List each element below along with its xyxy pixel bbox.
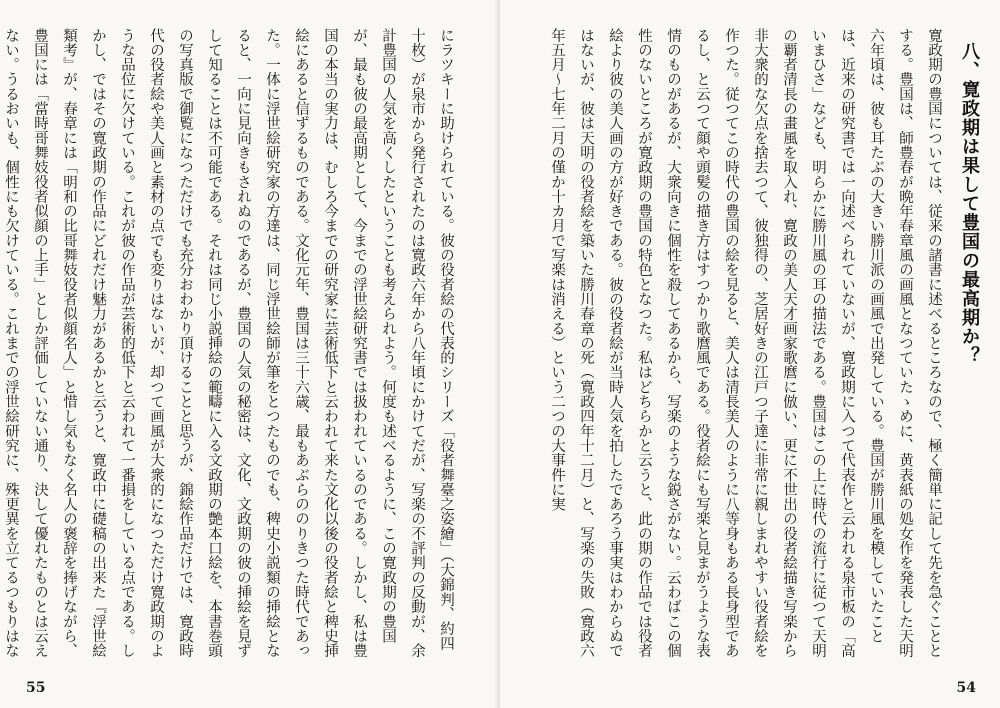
section-heading: 八、寛政期は果して豊国の最高期か？ (959, 42, 980, 365)
right-page (500, 0, 1000, 708)
left-page-body-text: にラツキーに助けられている。彼の役者絵の代表的シリーズ「役者舞臺之姿繪」（大錦判、約四十枚）が泉市から発行されたのは寛政六年から八年頃にかけてだが、写楽の不評判の反動が、余計豊国の人気を高くしたということも考えられよう。何度も述べるように、この寛政期の豊国が、最も彼の最高期として、今までの浮世絵研究書では扱われているのである。しかし、私は豊国の本当の実力は、むしろ今までの研究家に芸術低下と云われて来た文化以後の役者絵と稗史挿絵にあると信ずるものである。文化元年、豊国は三十六歳、最もあぶらののりきつた時代であった。一体に浮世絵研究家の方達は、同じ浮世絵師が筆をとつたものでも、稗史小説類の挿絵となると、一向に見向きもされぬのであるが、豊国の人気の秘密は、文化、文政期の彼の挿絵を見ずして知ることは不可能である。それは同じ小説挿絵の範疇に入る文政期の艶本口絵を、本書巻頭の写真版で御覧になつただけでも充分おわかり頂けることと思うが、錦絵作品だけでは、寛政時代の役者絵や美人画と素材の点でも変りはないが、却つて画風が大衆的になつただけ寛政期のような品位に欠けている。これが彼の作品が芸術的低下と云われて一番損をしている点である。しかし、ではその寛政期の作品にどれだけ魅力があるかと云うと、寛政中に礎稿の出来た『浮世絵類考』が、春章には「明和の比哥舞妓役者似顔名人」と惜し気もなく名人の褒辞を捧げながら、豊国には「當時哥舞妓役者似顔の上手」としか評価していない通り、決して優れたものとは云えない。うるおいも、個性にも欠けている。これまでの浮世絵研究に、殊更異を立てるつもりはな (3, 28, 454, 658)
right-page-body-text: 寛政期の豊国については、従来の諸書に述べるところなので、極く簡単に記して先を急ぐこととする。豊国は、師豊春が晩年春章風の画風となつていたゝめに、黄表紙の処女作を発表した天明六年頃は、彼も耳たぶの大きい勝川派の画風で出発している。豊国が勝川風を模していたことは、近来の研究書では一向述べられていないが、寛政期に入つて代表作と云われる泉市板の「高いまひさ」なども、明らかに勝川風の耳の描法である。豊国はこの上に時代の流行に従つて天明の覇者清長の畫風を取入れ、寛政の美人天才画家歌麿に倣い、更に不世出の役者絵描き写楽から非大衆的な欠点を捨去つて、彼独得の、芝居好きの江戸つ子達に非常に親しまれやすい役者絵を作つた。従つてこの時代の豊国の絵を見ると、美人は清長美人のように八等身もある長身型であるし、と云つて顔や頭髪の描き方はすつかり歌麿風である。役者絵にも写楽と見まがうような表情のものがあるが、大衆向きに個性を殺してあるから、写楽のような鋭さがない。云わばこの個性のないところが寛政期の豊国の特色となつた。私はどちらかと云うと、此の期の作品では役者絵より彼の美人画の方が好きである。彼の役者絵が当時人気を拍したであろう事実はわからぬではないが、彼は天明の役者絵を築いた勝川春章の死（寛政四年十二月）と、写楽の失敗（寛政六年五月〜七年二月の僅か十カ月で写楽は消える）という二つの大事件に実 (549, 28, 942, 658)
right-page-number: 54 (956, 680, 976, 696)
left-page-number: 55 (26, 680, 46, 696)
